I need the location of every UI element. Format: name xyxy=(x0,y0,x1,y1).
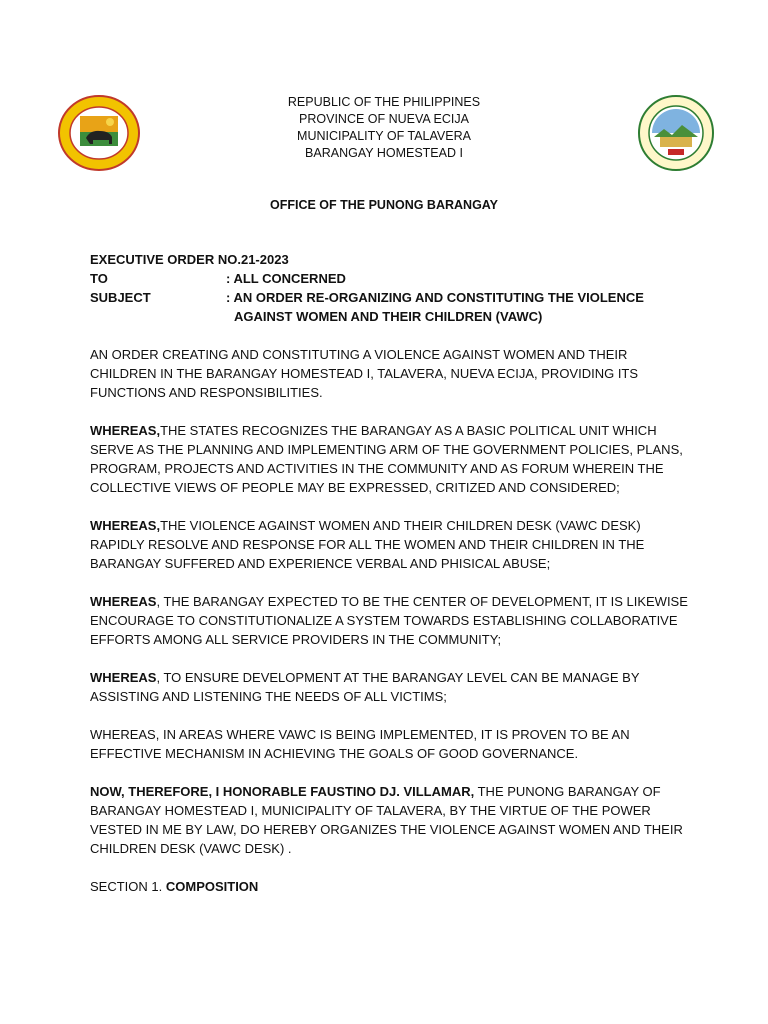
now-therefore-text: THE PUNONG BARANGAY OF BARANGAY HOMESTEAD I, MUNICIPALITY OF TALAVERA, BY THE VIRTUE OF THE POWER VESTED IN ME BY LAW, DO HEREBY ORGANIZES THE VIOLENCE AGAINST WOMEN AND THEIR CHILDREN DESK (VAWC DESK) . xyxy=(90,784,683,856)
section-title: COMPOSITION xyxy=(165,879,259,894)
subject-line-2: AGAINST WOMEN AND THEIR CHILDREN (VAWC) xyxy=(234,309,543,324)
header-barangay: BARANGAY HOMESTEAD I xyxy=(305,146,463,160)
office-title: OFFICE OF THE PUNONG BARANGAY xyxy=(269,198,499,212)
now-therefore-lead: NOW, THEREFORE, I HONORABLE FAUSTINO DJ. VILLAMAR, xyxy=(90,784,475,799)
meta-subject-row xyxy=(90,288,666,326)
subject-label: SUBJECT xyxy=(90,290,151,305)
subject-value xyxy=(226,288,666,326)
whereas-paragraph-1 xyxy=(90,421,690,497)
section-heading xyxy=(90,877,690,896)
section-label: SECTION 1. xyxy=(90,879,166,894)
whereas-lead-1: WHEREAS, xyxy=(90,423,161,438)
meta-to-row xyxy=(90,269,666,288)
header-republic: REPUBLIC OF THE PHILIPPINES xyxy=(287,95,481,109)
intro-paragraph: AN ORDER CREATING AND CONSTITUTING A VIOLENCE AGAINST WOMEN AND THEIR CHILDREN IN THE BARANGAY HOMESTEAD I, TALAVERA, NUEVA ECIJA, PROVIDING ITS FUNCTIONS AND RESPONSIBILITIES. xyxy=(90,347,639,400)
now-therefore-paragraph xyxy=(90,782,690,858)
order-meta xyxy=(90,250,666,326)
whereas-text-2: THE VIOLENCE AGAINST WOMEN AND THEIR CHILDREN DESK (VAWC DESK) RAPIDLY RESOLVE AND RESPONSE FOR ALL THE WOMEN AND THEIR CHILDREN IN THE BARANGAY SUFFERED AND EXPERIENCE VERBAL AND PHISICAL ABUSE; xyxy=(90,518,645,571)
subject-line-1: : AN ORDER RE-ORGANIZING AND CONSTITUTING THE VIOLENCE xyxy=(226,290,644,305)
header-municipality: MUNICIPALITY OF TALAVERA xyxy=(297,129,471,143)
whereas-lead-4: WHEREAS xyxy=(90,670,157,685)
whereas-text-3: , THE BARANGAY EXPECTED TO BE THE CENTER OF DEVELOPMENT, IT IS LIKEWISE ENCOURAGE TO CONSTITUTIONALIZE A SYSTEM TOWARDS ESTABLISHING COLLABORATIVE EFFORTS AMONG ALL SERVICE PROVIDERS IN THE COMMUNITY; xyxy=(90,594,688,647)
document-header xyxy=(200,94,568,162)
whereas-paragraph-3 xyxy=(90,592,690,649)
header-province: PROVINCE OF NUEVA ECIJA xyxy=(299,112,469,126)
whereas-paragraph-2 xyxy=(90,516,690,573)
whereas-lead-2: WHEREAS, xyxy=(90,518,161,533)
whereas-text-4: , TO ENSURE DEVELOPMENT AT THE BARANGAY LEVEL CAN BE MANAGE BY ASSISTING AND LISTENING THE NEEDS OF ALL VICTIMS; xyxy=(90,670,640,704)
to-value: : ALL CONCERNED xyxy=(226,271,346,286)
municipal-seal-icon xyxy=(638,95,714,171)
executive-order-number: EXECUTIVE ORDER NO.21-2023 xyxy=(90,252,289,267)
document-body xyxy=(90,345,690,915)
to-label: TO xyxy=(90,271,108,286)
whereas-paragraph-4 xyxy=(90,668,690,706)
whereas-text-1: THE STATES RECOGNIZES THE BARANGAY AS A BASIC POLITICAL UNIT WHICH SERVE AS THE PLANNING AND IMPLEMENTING ARM OF THE GOVERNMENT POLICIES, PLANS, PROGRAM, PROJECTS AND ACTIVITIES IN THE COMMUNITY AND AS FORUM WHEREIN THE COLLECTIVE VIEWS OF PEOPLE MAY BE EXPRESSED, CRITIZED AND CONSIDERED; xyxy=(90,423,683,495)
barangay-seal-icon xyxy=(58,94,140,172)
whereas-lead-3: WHEREAS xyxy=(90,594,157,609)
whereas-paragraph-5: WHEREAS, IN AREAS WHERE VAWC IS BEING IMPLEMENTED, IT IS PROVEN TO BE AN EFFECTIVE MECHANISM IN ACHIEVING THE GOALS OF GOOD GOVERNANCE. xyxy=(90,727,630,761)
